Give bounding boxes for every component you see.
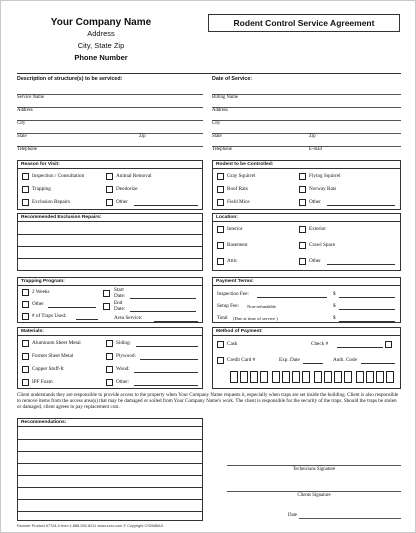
ipf-foam-label: IPF Foam bbox=[32, 379, 53, 385]
zip-label: Zip bbox=[139, 134, 146, 139]
service-name-line[interactable] bbox=[17, 94, 203, 95]
end-label: End bbox=[114, 300, 123, 306]
exclusion-line-2[interactable] bbox=[18, 246, 202, 247]
auth-code-line[interactable] bbox=[361, 363, 395, 364]
billing-address-line[interactable] bbox=[212, 107, 401, 108]
billing-city-line[interactable] bbox=[212, 120, 401, 121]
deodorize-checkbox[interactable] bbox=[106, 186, 113, 193]
gray-squirrel-checkbox[interactable] bbox=[217, 173, 224, 180]
card-digit-box[interactable] bbox=[386, 371, 394, 383]
aluminum-label: Aluminum Sheet Metal bbox=[32, 340, 81, 346]
location-other-line[interactable] bbox=[327, 264, 395, 265]
address-line[interactable] bbox=[17, 107, 203, 108]
exclusion-line-1[interactable] bbox=[18, 234, 202, 235]
company-city-state: City, State Zip bbox=[77, 41, 125, 50]
copper-label: Copper Stuff-It bbox=[32, 366, 64, 372]
setup-fee-dollar: $ bbox=[333, 303, 336, 309]
area-service-label: Area Service: bbox=[114, 315, 143, 321]
city-label: City bbox=[17, 121, 26, 126]
billing-address-label: Address bbox=[212, 108, 228, 113]
plywood-label: Plywood: bbox=[116, 353, 136, 359]
animal-removal-checkbox[interactable] bbox=[106, 173, 113, 180]
recommendations-section bbox=[17, 418, 203, 521]
exclusion-repairs-checkbox[interactable] bbox=[22, 199, 29, 206]
card-digit-box[interactable] bbox=[324, 371, 332, 383]
form-title: Rodent Control Service Agreement bbox=[208, 14, 400, 32]
wood-label: Wood: bbox=[116, 366, 130, 372]
materials-other-checkbox[interactable] bbox=[106, 379, 113, 386]
state-label: State bbox=[17, 134, 27, 139]
trapping-other-line[interactable] bbox=[48, 307, 96, 308]
card-digit-box[interactable] bbox=[366, 371, 374, 383]
card-digit-box[interactable] bbox=[314, 371, 322, 383]
rodent-other-label: Other bbox=[309, 199, 321, 205]
recommendations-line-6[interactable] bbox=[18, 499, 202, 500]
card-digit-box[interactable] bbox=[260, 371, 268, 383]
cash-checkbox[interactable] bbox=[217, 341, 224, 348]
billing-state-zip-line[interactable] bbox=[212, 133, 401, 134]
recommendations-line-1[interactable] bbox=[18, 439, 202, 440]
trapping-program-section bbox=[17, 277, 203, 323]
deodorize-label: Deodorize bbox=[116, 186, 138, 192]
location-other-label: Other bbox=[309, 258, 321, 264]
setup-fee-amount[interactable] bbox=[339, 309, 395, 310]
date-of-service-label: Date of Service: bbox=[212, 76, 253, 82]
billing-city-label: City bbox=[212, 121, 221, 126]
due-label: (Due at time of service ) bbox=[233, 316, 278, 321]
rodent-section bbox=[212, 160, 401, 210]
total-amount[interactable] bbox=[339, 321, 395, 322]
total-label: Total bbox=[217, 315, 228, 321]
email-label: E-mail bbox=[309, 147, 323, 152]
exclusion-repairs-label: Exclusion Repairs bbox=[32, 199, 70, 205]
traps-used-checkbox[interactable] bbox=[22, 313, 29, 320]
check-number-line[interactable] bbox=[337, 347, 383, 348]
traps-used-line[interactable] bbox=[76, 319, 98, 320]
exclusion-header: Recommended Exclusion Repairs: bbox=[18, 214, 202, 222]
field-mice-checkbox[interactable] bbox=[217, 199, 224, 206]
billing-telephone-line[interactable] bbox=[212, 146, 401, 147]
materials-section bbox=[17, 327, 203, 389]
disclaimer-text: Client understands they are responsible to provide access to the property when Your Company Name requests it, especially when traps are set inside the building. Client is also responsible to remove items from the access area(s) that may be damaged or soiled from Your Company Name's work. The client is responsible for the security of the traps. Should the traps be stolen or damaged, client agrees to pay replacement cost. bbox=[17, 392, 399, 411]
attic-label: Attic bbox=[227, 258, 238, 264]
aluminum-checkbox[interactable] bbox=[22, 340, 29, 347]
company-name: Your Company Name bbox=[50, 17, 152, 28]
field-mice-label: Field Mice bbox=[227, 199, 250, 205]
check-checkbox[interactable] bbox=[385, 341, 392, 348]
roof-rats-label: Roof Rats bbox=[227, 186, 248, 192]
inspection-label: Inspection / Consultation bbox=[32, 173, 85, 179]
credit-card-label: Credit Card # bbox=[227, 357, 256, 363]
flying-squirrel-label: Flying Squirrel bbox=[309, 173, 341, 179]
inspection-fee-amount[interactable] bbox=[339, 297, 395, 298]
exp-date-label: Exp. Date bbox=[279, 357, 300, 363]
start-label: Start bbox=[114, 287, 124, 293]
inspection-fee-line[interactable] bbox=[257, 297, 327, 298]
norway-rats-checkbox[interactable] bbox=[299, 186, 306, 193]
start-date-label: Date: bbox=[114, 293, 126, 299]
service-name-label: Service Name bbox=[17, 95, 45, 100]
reason-for-visit-section bbox=[17, 160, 203, 210]
state-zip-line[interactable] bbox=[17, 133, 203, 134]
trapping-checkbox[interactable] bbox=[22, 186, 29, 193]
siding-label: Siding: bbox=[116, 340, 131, 346]
recommendations-line-3[interactable] bbox=[18, 463, 202, 464]
location-other-checkbox[interactable] bbox=[299, 258, 306, 265]
flying-squirrel-checkbox[interactable] bbox=[299, 173, 306, 180]
roof-rats-checkbox[interactable] bbox=[217, 186, 224, 193]
exclusion-repairs-section bbox=[17, 213, 203, 271]
formet-label: Formet Sheet Metal bbox=[32, 353, 74, 359]
materials-other-line[interactable] bbox=[134, 385, 198, 386]
date-line[interactable] bbox=[299, 518, 401, 519]
crawl-space-checkbox[interactable] bbox=[299, 242, 306, 249]
end-date-line[interactable] bbox=[130, 311, 196, 312]
reorder-footer: Reorder Product #7704-0 from 1-888-592-8011 www.zzzz.com © Copyright CS0088AX bbox=[17, 524, 164, 528]
location-header: Location: bbox=[213, 214, 400, 222]
card-digit-box[interactable] bbox=[344, 371, 352, 383]
two-weeks-label: 2 Weeks bbox=[32, 289, 50, 295]
trapping-other-checkbox[interactable] bbox=[22, 301, 29, 308]
trapping-header: Trapping Program: bbox=[18, 278, 202, 286]
norway-rats-label: Norway Rats bbox=[309, 186, 337, 192]
structures-label: Description of structure(s) to be serviced: bbox=[17, 76, 123, 82]
check-label: Check # bbox=[311, 341, 329, 347]
exp-date-line[interactable] bbox=[303, 363, 323, 364]
traps-used-label: # of Traps Used: bbox=[32, 313, 67, 319]
inspection-fee-dollar: $ bbox=[333, 291, 336, 297]
interior-label: Interior bbox=[227, 226, 243, 232]
wood-line[interactable] bbox=[134, 372, 198, 373]
billing-state-label: State bbox=[212, 134, 222, 139]
telephone-label: Telephone bbox=[17, 147, 37, 152]
recommendations-line-5[interactable] bbox=[18, 487, 202, 488]
end-date-checkbox[interactable] bbox=[103, 303, 110, 310]
area-service-line[interactable] bbox=[154, 321, 198, 322]
auth-code-label: Auth. Code bbox=[333, 357, 357, 363]
telephone-line[interactable] bbox=[17, 146, 203, 147]
tech-signature-label: Technicians Signature bbox=[292, 467, 336, 472]
start-date-checkbox[interactable] bbox=[103, 290, 110, 297]
reason-other-label: Other bbox=[116, 199, 128, 205]
credit-card-checkbox[interactable] bbox=[217, 357, 224, 364]
reason-other-line[interactable] bbox=[134, 205, 198, 206]
non-refundable-label: Non-refundable bbox=[247, 304, 277, 309]
card-digit-box[interactable] bbox=[282, 371, 290, 383]
ipf-foam-checkbox[interactable] bbox=[22, 379, 29, 386]
gray-squirrel-label: Gray Squirrel bbox=[227, 173, 256, 179]
method-header: Method of Payment: bbox=[213, 328, 400, 336]
interior-checkbox[interactable] bbox=[217, 226, 224, 233]
card-digit-box[interactable] bbox=[376, 371, 384, 383]
copper-checkbox[interactable] bbox=[22, 366, 29, 373]
rodent-header: Rodent to be Controlled: bbox=[213, 161, 400, 169]
address-label: Address bbox=[17, 108, 33, 113]
location-section bbox=[212, 213, 401, 271]
materials-header: Materials: bbox=[18, 328, 202, 336]
card-digit-box[interactable] bbox=[272, 371, 280, 383]
payment-terms-header: Payment Terms: bbox=[213, 278, 400, 286]
billing-name-label: Billing Name bbox=[212, 95, 238, 100]
wood-checkbox[interactable] bbox=[106, 366, 113, 373]
card-digit-box[interactable] bbox=[356, 371, 364, 383]
materials-other-label: Other: bbox=[116, 379, 130, 385]
payment-terms-section bbox=[212, 277, 401, 323]
billing-telephone-label: Telephone bbox=[212, 147, 232, 152]
exterior-checkbox[interactable] bbox=[299, 226, 306, 233]
attic-checkbox[interactable] bbox=[217, 258, 224, 265]
plywood-line[interactable] bbox=[140, 359, 198, 360]
total-dollar: $ bbox=[333, 315, 336, 321]
billing-name-line[interactable] bbox=[212, 94, 401, 95]
card-digit-box[interactable] bbox=[240, 371, 248, 383]
trapping-label: Trapping bbox=[32, 186, 51, 192]
rodent-other-checkbox[interactable] bbox=[299, 199, 306, 206]
card-digit-box[interactable] bbox=[334, 371, 342, 383]
exterior-label: Exterior bbox=[309, 226, 326, 232]
client-signature-line[interactable] bbox=[227, 491, 401, 492]
inspection-fee-label: Inspection Fee: bbox=[217, 291, 249, 297]
siding-checkbox[interactable] bbox=[106, 340, 113, 347]
date-label: Date bbox=[288, 513, 298, 518]
card-digit-box[interactable] bbox=[250, 371, 258, 383]
reason-other-checkbox[interactable] bbox=[106, 199, 113, 206]
siding-line[interactable] bbox=[136, 346, 198, 347]
reason-header: Reason for Visit: bbox=[18, 161, 202, 169]
recommendations-line-7[interactable] bbox=[18, 511, 202, 512]
company-address: Address bbox=[87, 29, 115, 38]
end-date-label: Date: bbox=[114, 306, 126, 312]
crawl-space-label: Crawl Space bbox=[309, 242, 336, 248]
two-weeks-checkbox[interactable] bbox=[22, 289, 29, 296]
recommendations-line-2[interactable] bbox=[18, 451, 202, 452]
cash-label: Cash bbox=[227, 341, 238, 347]
client-signature-label: Clients Signature bbox=[297, 493, 331, 498]
tech-signature-line[interactable] bbox=[227, 465, 401, 466]
billing-zip-label: Zip bbox=[309, 134, 316, 139]
company-phone: Phone Number bbox=[74, 53, 128, 62]
start-date-line[interactable] bbox=[130, 298, 196, 299]
rodent-other-line[interactable] bbox=[327, 205, 395, 206]
card-digit-box[interactable] bbox=[292, 371, 300, 383]
exclusion-line-3[interactable] bbox=[18, 258, 202, 259]
basement-checkbox[interactable] bbox=[217, 242, 224, 249]
basement-label: Basement bbox=[227, 242, 248, 248]
card-digit-box[interactable] bbox=[230, 371, 238, 383]
trapping-other-label: Other bbox=[32, 301, 44, 307]
plywood-checkbox[interactable] bbox=[106, 353, 113, 360]
inspection-checkbox[interactable] bbox=[22, 173, 29, 180]
top-divider bbox=[17, 73, 401, 74]
formet-checkbox[interactable] bbox=[22, 353, 29, 360]
animal-removal-label: Animal Removal bbox=[116, 173, 152, 179]
recommendations-header: Recommendations: bbox=[18, 419, 202, 427]
recommendations-line-4[interactable] bbox=[18, 475, 202, 476]
city-line[interactable] bbox=[17, 120, 203, 121]
setup-fee-label: Setup Fee: bbox=[217, 303, 240, 309]
card-digit-box[interactable] bbox=[302, 371, 310, 383]
